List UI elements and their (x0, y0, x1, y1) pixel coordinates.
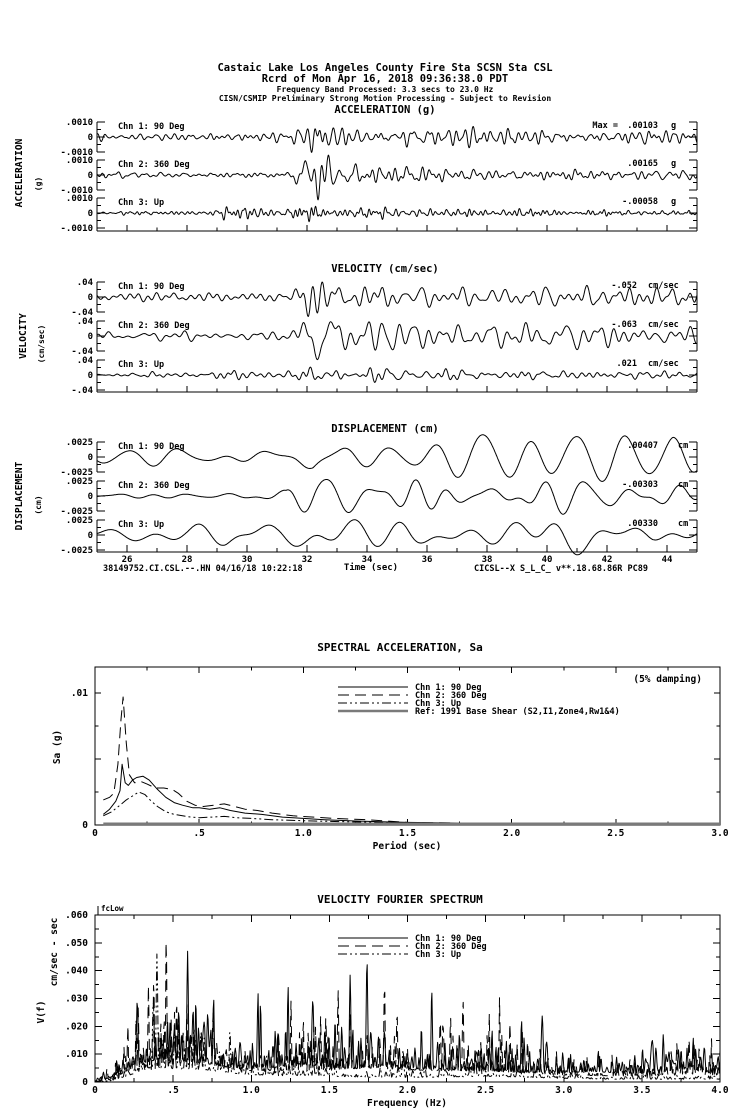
amplitude-tick-label: .0010 (65, 118, 93, 128)
amplitude-tick-label: -.04 (71, 308, 93, 318)
fourier-ylabel-units: cm/sec - sec (49, 917, 60, 987)
time-tick-label: 38 (481, 555, 493, 565)
velocity-trace-chn1 (97, 282, 697, 316)
amplitude-tick-label: 0 (87, 293, 93, 303)
acceleration-axis-unit: (g) (34, 176, 43, 192)
time-tick-label: 26 (121, 555, 133, 565)
peak-unit: cm/sec (648, 281, 679, 291)
record-datetime: Rcrd of Mon Apr 16, 2018 09:36:38.0 PDT (261, 73, 509, 85)
sa-x-tick-label: 1.5 (398, 828, 417, 839)
peak-prefix: Max = (592, 121, 618, 131)
peak-value: .021 (616, 359, 637, 369)
sa-x-tick-label: 3.0 (711, 828, 729, 839)
displacement-trace-chn1 (97, 435, 697, 482)
amplitude-tick-label: 0 (87, 453, 93, 463)
channel-label: Chn 2: 360 Deg (118, 481, 190, 491)
fourier-x-tick-label: 2.0 (398, 1085, 417, 1096)
sa-plot-frame (95, 667, 720, 825)
fourier-plot-title: VELOCITY FOURIER SPECTRUM (317, 893, 483, 906)
station-title: Castaic Lake Los Angeles County Fire Sta SCSN Sta CSL (217, 62, 553, 74)
amplitude-tick-label: 0 (87, 492, 93, 502)
peak-unit: g (671, 121, 677, 131)
fourier-x-tick-label: 3.0 (555, 1085, 573, 1096)
amplitude-tick-label: -.04 (71, 347, 93, 357)
amplitude-tick-label: .04 (76, 278, 93, 288)
time-tick-label: 32 (301, 555, 313, 565)
amplitude-tick-label: .04 (76, 317, 93, 327)
fc-low-note: fcLow (101, 904, 124, 913)
sa-x-tick-label: 1.0 (294, 828, 312, 839)
amplitude-tick-label: -.0010 (60, 224, 93, 234)
amplitude-tick-label: 0 (87, 209, 93, 219)
channel-label: Chn 1: 90 Deg (118, 282, 185, 292)
peak-unit: g (671, 197, 677, 207)
peak-unit: cm (678, 519, 689, 529)
amplitude-tick-label: .0025 (65, 477, 93, 487)
amplitude-tick-label: .0010 (65, 194, 93, 204)
fourier-y-tick-label: .020 (65, 1021, 88, 1033)
peak-unit: cm/sec (648, 359, 679, 369)
fourier-x-tick-label: 3.5 (633, 1085, 651, 1096)
fourier-ylabel: V(f) (36, 1000, 47, 1024)
amplitude-tick-label: -.0025 (60, 507, 93, 517)
velocity-axis-label: VELOCITY (18, 313, 29, 359)
legend-label: Ref: 1991 Base Shear (S2,I1,Zone4,Rw1&4) (415, 707, 620, 717)
fourier-x-tick-label: .5 (167, 1085, 179, 1096)
fourier-y-tick-label: .030 (65, 993, 88, 1005)
time-tick-label: 36 (421, 555, 433, 565)
processing-note: CISN/CSMIP Preliminary Strong Motion Processing - Subject to Revision (218, 94, 552, 103)
velocity-panel-title: VELOCITY (cm/sec) (331, 263, 439, 275)
frequency-band-note: Frequency Band Processed: 3.3 secs to 23.0 Hz (276, 85, 494, 94)
fourier-x-tick-label: 2.5 (477, 1085, 495, 1096)
sa-y-tick-label: .01 (70, 688, 88, 699)
sa-curve-1 (103, 764, 720, 824)
peak-unit: g (671, 159, 677, 169)
displacement-axis-label: DISPLACEMENT (14, 461, 25, 531)
peak-value: .00103 (627, 121, 658, 131)
channel-label: Chn 1: 90 Deg (118, 442, 185, 452)
channel-label: Chn 1: 90 Deg (118, 122, 185, 132)
acceleration-panel-title: ACCELERATION (g) (334, 104, 436, 116)
peak-value: -.00303 (622, 480, 658, 490)
time-tick-label: 42 (601, 555, 613, 565)
amplitude-tick-label: 0 (87, 371, 93, 381)
time-tick-label: 34 (361, 555, 373, 565)
amplitude-tick-label: .0025 (65, 438, 93, 448)
amplitude-tick-label: .04 (76, 356, 93, 366)
amplitude-tick-label: 0 (87, 332, 93, 342)
peak-unit: cm (678, 480, 689, 490)
amplitude-tick-label: .0010 (65, 156, 93, 166)
sa-plot-title: SPECTRAL ACCELERATION, Sa (317, 641, 483, 654)
record-id-footer: 38149752.CI.CSL.--.HN 04/16/18 10:22:18 (103, 564, 303, 574)
amplitude-tick-label: -.0025 (60, 546, 93, 556)
fourier-y-tick-label: .060 (65, 910, 88, 921)
peak-unit: cm/sec (648, 320, 679, 330)
sa-y-tick-label: 0 (82, 820, 88, 831)
fourier-x-tick-label: 1.0 (242, 1085, 260, 1096)
channel-label: Chn 3: Up (118, 520, 165, 530)
time-axis-label: Time (sec) (343, 563, 399, 573)
sa-ylabel: Sa (g) (52, 729, 63, 765)
fourier-y-tick-label: 0 (82, 1077, 88, 1088)
velocity-trace-chn3 (97, 367, 697, 382)
legend-label: Chn 2: 360 Deg (415, 691, 487, 701)
processing-id-footer: CICSL--X S_L_C_ v**.18.68.86R PC89 (474, 564, 648, 574)
fourier-x-tick-label: 4.0 (711, 1085, 729, 1096)
channel-label: Chn 3: Up (118, 360, 165, 370)
legend-label: Chn 3: Up (415, 699, 462, 709)
channel-label: Chn 3: Up (118, 198, 165, 208)
sa-x-tick-label: 0 (92, 828, 98, 839)
fourier-y-tick-label: .040 (65, 965, 88, 977)
peak-value: .00330 (627, 519, 658, 529)
fourier-y-tick-label: .050 (65, 937, 88, 949)
displacement-panel-title: DISPLACEMENT (cm) (331, 423, 439, 435)
sa-x-tick-label: .5 (193, 828, 205, 839)
legend-label: Chn 2: 360 Deg (415, 942, 487, 952)
peak-value: -.063 (611, 320, 637, 330)
sa-curve-2 (103, 697, 720, 824)
fourier-x-tick-label: 0 (92, 1085, 98, 1096)
channel-label: Chn 2: 360 Deg (118, 160, 190, 170)
velocity-axis-unit: (cm/sec) (37, 324, 46, 364)
peak-value: .00165 (627, 159, 658, 169)
peak-unit: cm (678, 441, 689, 451)
acceleration-trace-chn3 (97, 206, 697, 221)
peak-value: -.00058 (622, 197, 658, 207)
amplitude-tick-label: -.04 (71, 386, 93, 396)
amplitude-tick-label: -.0025 (60, 468, 93, 478)
time-tick-label: 40 (541, 555, 553, 565)
fourier-spectrum-chn1 (95, 951, 720, 1081)
legend-label: Chn 3: Up (415, 950, 462, 960)
channel-label: Chn 2: 360 Deg (118, 321, 190, 331)
sa-xlabel: Period (sec) (372, 841, 442, 852)
amplitude-tick-label: -.0010 (60, 148, 93, 158)
damping-note: (5% damping) (633, 674, 702, 685)
amplitude-tick-label: 0 (87, 171, 93, 181)
sa-x-tick-label: 2.0 (503, 828, 521, 839)
peak-value: -.052 (611, 281, 637, 291)
amplitude-tick-label: .0025 (65, 516, 93, 526)
amplitude-tick-label: -.0010 (60, 186, 93, 196)
amplitude-tick-label: 0 (87, 531, 93, 541)
time-tick-label: 28 (181, 555, 193, 565)
fourier-xlabel: Frequency (Hz) (366, 1098, 448, 1109)
time-tick-label: 30 (241, 555, 253, 565)
sa-x-tick-label: 2.5 (607, 828, 625, 839)
time-tick-label: 44 (661, 555, 673, 565)
fourier-y-tick-label: .010 (65, 1049, 88, 1061)
legend-label: Chn 1: 90 Deg (415, 683, 482, 693)
fourier-x-tick-label: 1.5 (320, 1085, 338, 1096)
peak-value: .00407 (627, 441, 658, 451)
amplitude-tick-label: 0 (87, 133, 93, 143)
legend-label: Chn 1: 90 Deg (415, 934, 482, 944)
acceleration-axis-label: ACCELERATION (14, 138, 25, 208)
displacement-axis-unit: (cm) (34, 495, 43, 515)
